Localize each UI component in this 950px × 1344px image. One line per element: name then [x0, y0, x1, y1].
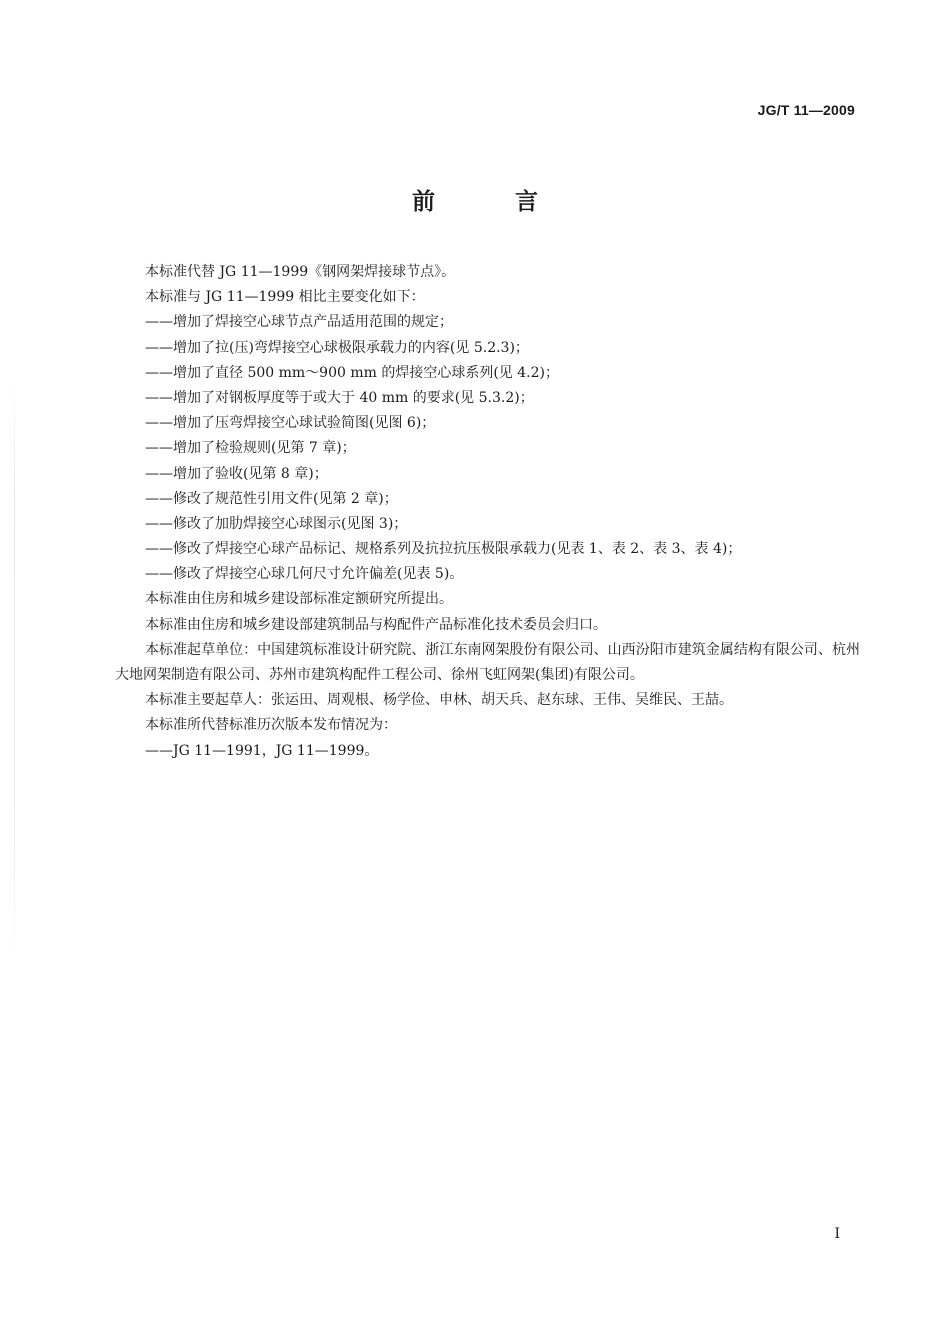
change-item: ——修改了焊接空心球几何尺寸允许偏差(见表 5)。 [145, 566, 464, 583]
paragraph-changes-intro: 本标准与 JG 11—1999 相比主要变化如下： [145, 289, 425, 306]
change-item: ——增加了拉(压)弯焊接空心球极限承载力的内容(见 5.2.3)； [145, 339, 529, 356]
change-item: ——增加了对钢板厚度等于或大于 40 mm 的要求(见 5.3.2)； [145, 389, 534, 406]
change-item: ——增加了验收(见第 8 章)； [145, 465, 328, 482]
change-item: ——增加了焊接空心球节点产品适用范围的规定； [145, 314, 453, 331]
paragraph-proposed-by: 本标准由住房和城乡建设部标准定额研究所提出。 [145, 591, 453, 608]
page-title: 前 言 [411, 189, 574, 215]
change-item: ——增加了直径 500 mm～900 mm 的焊接空心球系列(见 4.2)； [145, 364, 559, 381]
scan-edge-mark [14, 380, 15, 960]
change-item: ——修改了焊接空心球产品标记、规格系列及抗拉抗压极限承载力(见表 1、表 2、表 3、表 4)； [145, 541, 742, 558]
paragraph-replaces: 本标准代替 JG 11—1999《钢网架焊接球节点》。 [145, 264, 456, 280]
change-item: ——修改了加肋焊接空心球图示(见图 3)； [145, 515, 408, 532]
page-number: I [834, 1226, 840, 1242]
change-item: ——增加了检验规则(见第 7 章)； [145, 440, 356, 457]
foreword-body [115, 260, 860, 764]
paragraph-centralized-by: 本标准由住房和城乡建设部建筑制品与构配件产品标准化技术委员会归口。 [145, 616, 607, 633]
history-item: ——JG 11—1991，JG 11—1999。 [145, 742, 379, 759]
change-item: ——增加了压弯焊接空心球试验简图(见图 6)； [145, 415, 436, 432]
standard-code: JG/T 11—2009 [757, 102, 855, 118]
paragraph-drafting-units: 本标准起草单位：中国建筑标准设计研究院、浙江东南网架股份有限公司、山西汾阳市建筑金属结构有限公司、杭州大地网架制造有限公司、苏州市建筑构配件工程公司、徐州飞虹网架(集团)有限公司。 [115, 641, 860, 684]
change-item: ——修改了规范性引用文件(见第 2 章)； [145, 490, 398, 507]
paragraph-drafters: 本标准主要起草人：张运田、周观根、杨学俭、申林、胡天兵、赵东球、王伟、吴维民、王喆。 [145, 692, 733, 709]
paragraph-history-intro: 本标准所代替标准历次版本发布情况为： [145, 717, 397, 734]
